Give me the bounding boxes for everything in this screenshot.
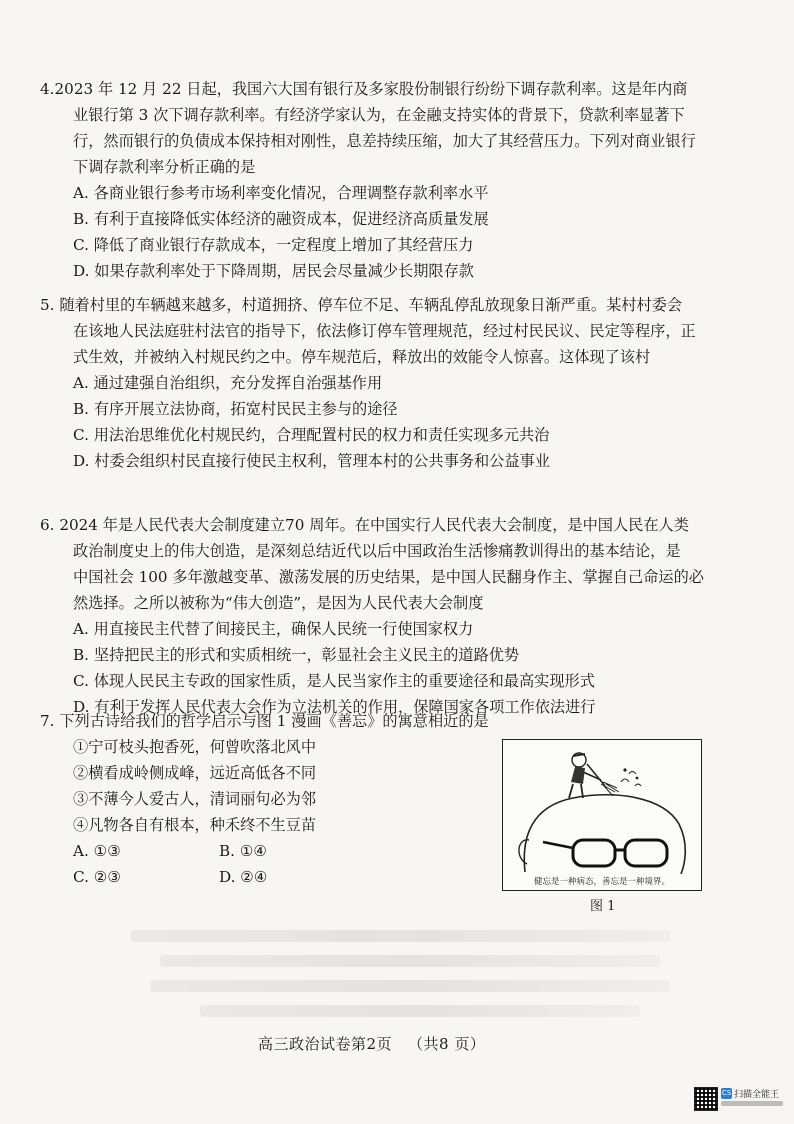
camscanner-logo-icon: CS [721,1089,732,1097]
glasses-arm [543,842,573,848]
scanner-brand: 扫描全能王 [734,1090,780,1100]
q6-option-b: B. 坚持把民主的形式和实质相统一，彰显社会主义民主的道路优势 [73,646,520,664]
footer-total: （共8 页） [408,1035,486,1053]
q4-stem-line-3: 行，然而银行的负债成本保持相对刚性，息差持续压缩，加大了其经营压力。下列对商业银行 [73,132,696,150]
cartoon-caption: 健忘是一种病态，善忘是一种境界。 [533,877,670,887]
q4-option-d: D. 如果存款利率处于下降周期，居民会尽量减少长期限存款 [73,262,474,280]
question-4 [40,76,748,284]
q6-stem-line-1: 6. 2024 年是人民代表大会制度建立70 周年。在中国实行人民代表大会制度，是中国人民在人类 [40,516,689,534]
q4-option-c: C. 降低了商业银行存款成本，一定程度上增加了其经营压力 [73,236,474,254]
q5-option-a: A. 通过建强自治组织，充分发挥自治强基作用 [73,374,383,392]
q5-option-b: B. 有序开展立法协商，拓宽村民民主参与的途径 [73,400,398,418]
person-leg-left [569,784,573,798]
bleed-through-line [130,930,670,942]
q4-stem-line-1: 4.2023 年 12 月 22 日起，我国六大国有银行及多家股份制银行纷纷下调存款利率。这是年内商 [40,80,688,98]
q5-option-d: D. 村委会组织村民直接行使民主权利，管理本村的公共事务和公益事业 [73,452,550,470]
qr-code-icon [694,1087,718,1111]
bleed-through-line [160,955,660,967]
q7-poem-2: ②横看成岭侧成峰，远近高低各不同 [73,764,316,782]
q7-poem-1: ①宁可枝头抱香死，何曾吹落北风中 [73,738,316,756]
q6-stem-line-3: 中国社会 100 多年激越变革、激荡发展的历史结果，是中国人民翻身作主、掌握自己命运的必 [73,568,704,586]
q5-option-c: C. 用法治思维优化村规民约，合理配置村民的权力和责任实现多元共治 [73,426,550,444]
page-footer [258,1033,485,1054]
glasses-right [625,840,667,866]
q6-stem-line-4: 然选择。之所以被称为“伟大创造”，是因为人民代表大会制度 [73,594,484,612]
bleed-through-line [200,1005,640,1017]
footer-page: 高三政治试卷第2页 [258,1035,393,1053]
scanner-watermark [694,1087,786,1113]
q7-answer-d: D. ②④ [219,868,268,886]
glasses-left [573,840,615,866]
q7-answer-b: B. ①④ [219,842,268,860]
q7-answer-c: C. ②③ [73,868,121,886]
q5-stem-line-2: 在该地人民法庭驻村法官的指导下，依法修订停车管理规范，经过村民民议、民定等程序，正 [73,322,696,340]
q5-stem-line-1: 5. 随着村里的车辆越来越多，村道拥挤、停车位不足、车辆乱停乱放现象日渐严重。某村村委会 [40,296,683,314]
q6-option-c: C. 体现人民民主专政的国家性质，是人民当家作主的重要途径和最高实现形式 [73,672,595,690]
q7-poem-3: ③不薄今人爱古人，清词丽句必为邻 [73,790,316,808]
scanner-subtext [721,1101,783,1106]
cartoon-figure [502,739,702,891]
question-5 [40,292,748,474]
q7-stem: 7. 下列古诗给我们的哲学启示与图 1 漫画《善忘》的寓意相近的是 [40,712,489,730]
q6-option-d: D. 有利于发挥人民代表大会作为立法机关的作用，保障国家各项工作依法进行 [73,698,596,716]
q4-stem-line-4: 下调存款利率分析正确的是 [73,158,256,176]
q6-option-a: A. 用直接民主代替了间接民主，确保人民统一行使国家权力 [73,620,474,638]
figure-label: 图 1 [590,899,616,914]
q5-stem-line-3: 式生效，并被纳入村规民约之中。停车规范后，释放出的效能令人惊喜。这体现了该村 [73,348,651,366]
person-body [571,767,585,784]
q4-stem-line-2: 业银行第 3 次下调存款利率。有经济学家认为，在金融支持实体的背景下，贷款利率显著下 [73,106,685,124]
head-outline [524,795,685,874]
q7-answer-a: A. ①③ [73,842,121,860]
q7-poem-4: ④凡物各自有根本，种禾终不生豆苗 [73,816,316,834]
bleed-through-line [150,980,670,992]
q6-stem-line-2: 政治制度史上的伟大创造，是深刻总结近代以后中国政治生活惨痛教训得出的基本结论，是 [73,542,681,560]
q4-option-b: B. 有利于直接降低实体经济的融资成本，促进经济高质量发展 [73,210,489,228]
question-6 [40,512,748,720]
cartoon-drawing [503,740,701,890]
q4-option-a: A. 各商业银行参考市场利率变化情况，合理调整存款利率水平 [73,184,489,202]
